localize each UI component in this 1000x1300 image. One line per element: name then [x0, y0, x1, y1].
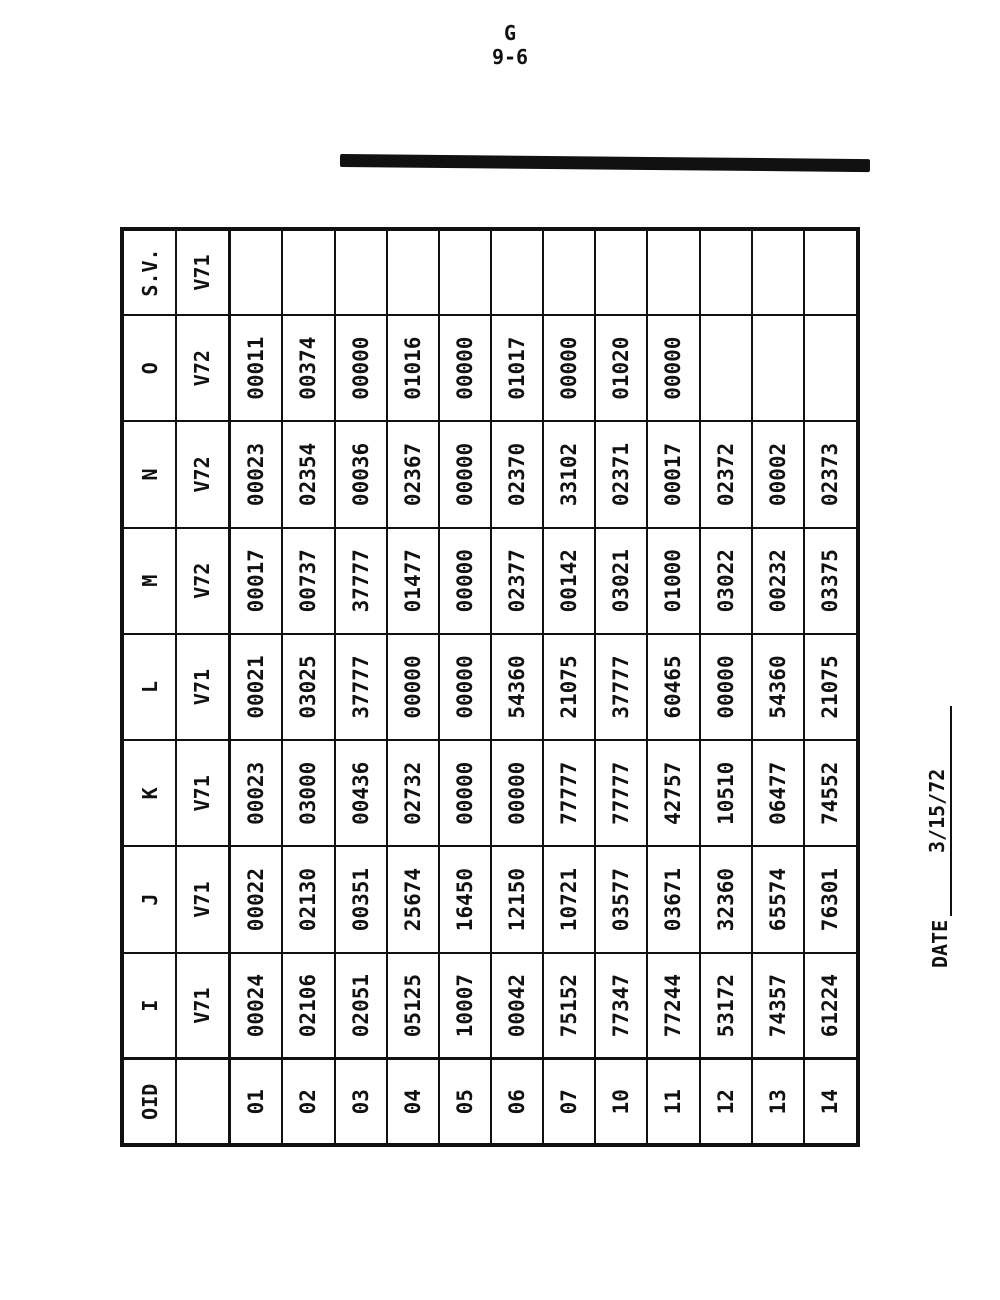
table-cell: 02377	[491, 528, 543, 634]
page-number: 9-6	[491, 45, 529, 69]
table-cell: 01016	[387, 315, 439, 421]
table-cell: 02051	[335, 953, 387, 1059]
table-row	[439, 229, 491, 1145]
table-cell: 65574	[752, 846, 804, 952]
table-cell: 00232	[752, 528, 804, 634]
table-cell: 02373	[804, 421, 858, 527]
table-cell: 77244	[647, 953, 699, 1059]
table-cell: 00000	[700, 634, 752, 740]
table-cell: 01020	[595, 315, 647, 421]
table-cell: 74552	[804, 740, 858, 846]
table-cell: 00023	[229, 740, 282, 846]
table-cell: 04	[387, 1059, 439, 1145]
table-cell: 02370	[491, 421, 543, 527]
table-cell: 10007	[439, 953, 491, 1059]
table-cell: 03022	[700, 528, 752, 634]
table-cell: 06	[491, 1059, 543, 1145]
table-cell: 32360	[700, 846, 752, 952]
table-cell: 77347	[595, 953, 647, 1059]
table-row	[752, 229, 804, 1145]
table-cell: 01	[229, 1059, 282, 1145]
table-cell: 25674	[387, 846, 439, 952]
table-cell: 54360	[752, 634, 804, 740]
header-cell: S.V.	[122, 229, 176, 315]
table-row	[229, 229, 282, 1145]
table-cell: 00351	[335, 846, 387, 952]
table-cell: 06477	[752, 740, 804, 846]
table-cell: 02732	[387, 740, 439, 846]
header-cell: K	[122, 740, 176, 846]
table-cell: 02106	[282, 953, 334, 1059]
table-cell	[804, 229, 858, 315]
table-cell: 00017	[647, 421, 699, 527]
table-cell: 00002	[752, 421, 804, 527]
table-cell: 01477	[387, 528, 439, 634]
table-cell: 05125	[387, 953, 439, 1059]
table-cell: 02371	[595, 421, 647, 527]
table-cell: 75152	[543, 953, 595, 1059]
table-cell	[752, 315, 804, 421]
header-cell: V72	[176, 421, 229, 527]
table-row	[804, 229, 858, 1145]
table-cell: 00036	[335, 421, 387, 527]
table-row	[335, 229, 387, 1145]
table-cell	[335, 229, 387, 315]
table-row	[700, 229, 752, 1145]
table-cell: 03375	[804, 528, 858, 634]
table-cell: 03577	[595, 846, 647, 952]
table-row	[491, 229, 543, 1145]
table-cell	[752, 229, 804, 315]
table-cell: 00142	[543, 528, 595, 634]
column-header-row	[122, 229, 176, 1145]
header-cell: J	[122, 846, 176, 952]
header-cell: L	[122, 634, 176, 740]
table-cell: 05	[439, 1059, 491, 1145]
header-cell: OID	[122, 1059, 176, 1145]
date-field	[925, 706, 952, 968]
table-cell: 37777	[335, 528, 387, 634]
section-letter: G	[503, 21, 517, 45]
table-cell: 14	[804, 1059, 858, 1145]
header-cell: N	[122, 421, 176, 527]
table-cell: 12150	[491, 846, 543, 952]
table-row	[647, 229, 699, 1145]
header-cell: V71	[176, 740, 229, 846]
table-cell: 02354	[282, 421, 334, 527]
table-cell: 16450	[439, 846, 491, 952]
table-cell: 00374	[282, 315, 334, 421]
table-cell: 21075	[543, 634, 595, 740]
table-cell	[439, 229, 491, 315]
table-cell: 60465	[647, 634, 699, 740]
table-cell: 12	[700, 1059, 752, 1145]
table-cell: 00042	[491, 953, 543, 1059]
table-cell: 00000	[439, 634, 491, 740]
header-cell: M	[122, 528, 176, 634]
table-row	[543, 229, 595, 1145]
header-cell: O	[122, 315, 176, 421]
table-row	[595, 229, 647, 1145]
table-row	[387, 229, 439, 1145]
table-cell: 00000	[439, 315, 491, 421]
table-cell	[700, 315, 752, 421]
table-cell: 03671	[647, 846, 699, 952]
table-cell: 03021	[595, 528, 647, 634]
table-cell: 53172	[700, 953, 752, 1059]
table-cell	[229, 229, 282, 315]
table-cell: 00024	[229, 953, 282, 1059]
table-cell: 00000	[491, 740, 543, 846]
table-cell: 37777	[595, 634, 647, 740]
table-cell: 00023	[229, 421, 282, 527]
table-cell	[282, 229, 334, 315]
date-value: 3/15/72	[925, 706, 952, 916]
header-cell: V71	[176, 229, 229, 315]
table-cell: 00021	[229, 634, 282, 740]
table-cell: 02372	[700, 421, 752, 527]
table-cell: 03	[335, 1059, 387, 1145]
table-cell: 76301	[804, 846, 858, 952]
header-cell: V72	[176, 315, 229, 421]
table-cell: 61224	[804, 953, 858, 1059]
header-cell: V71	[176, 634, 229, 740]
table-cell	[387, 229, 439, 315]
table-cell: 00000	[439, 528, 491, 634]
table-row	[282, 229, 334, 1145]
table-cell: 02367	[387, 421, 439, 527]
table-cell	[595, 229, 647, 315]
table-cell: 03025	[282, 634, 334, 740]
oid-table	[120, 227, 860, 1147]
table-cell: 02130	[282, 846, 334, 952]
table-cell: 77777	[543, 740, 595, 846]
table-cell: 00000	[439, 740, 491, 846]
table-cell	[647, 229, 699, 315]
table-cell: 02	[282, 1059, 334, 1145]
header-cell: V72	[176, 528, 229, 634]
date-label: DATE	[928, 919, 952, 968]
table-cell: 21075	[804, 634, 858, 740]
table-cell	[700, 229, 752, 315]
table-cell: 00022	[229, 846, 282, 952]
table-cell: 74357	[752, 953, 804, 1059]
table-cell: 13	[752, 1059, 804, 1145]
table-cell	[543, 229, 595, 315]
header-cell: V71	[176, 846, 229, 952]
table-cell: 77777	[595, 740, 647, 846]
table-cell: 37777	[335, 634, 387, 740]
table-cell: 00017	[229, 528, 282, 634]
table-cell: 10721	[543, 846, 595, 952]
table-rotated-wrapper	[120, 227, 860, 1147]
header-cell: V71	[176, 953, 229, 1059]
subheader-row	[176, 229, 229, 1145]
table-cell: 07	[543, 1059, 595, 1145]
table-cell: 00000	[335, 315, 387, 421]
table-cell: 42757	[647, 740, 699, 846]
table-cell	[491, 229, 543, 315]
table-cell: 01000	[647, 528, 699, 634]
table-cell: 00000	[647, 315, 699, 421]
table-cell: 10510	[700, 740, 752, 846]
header-cell: I	[122, 953, 176, 1059]
table-cell: 00000	[439, 421, 491, 527]
header-cell	[176, 1059, 229, 1145]
table-cell: 00436	[335, 740, 387, 846]
table-cell: 00737	[282, 528, 334, 634]
table-cell: 00011	[229, 315, 282, 421]
table-cell: 00000	[387, 634, 439, 740]
table-cell: 01017	[491, 315, 543, 421]
separator-bar	[340, 154, 870, 172]
table-cell: 33102	[543, 421, 595, 527]
table-cell: 54360	[491, 634, 543, 740]
table-cell: 03000	[282, 740, 334, 846]
table-cell: 10	[595, 1059, 647, 1145]
table-cell: 11	[647, 1059, 699, 1145]
table-cell: 00000	[543, 315, 595, 421]
table-cell	[804, 315, 858, 421]
